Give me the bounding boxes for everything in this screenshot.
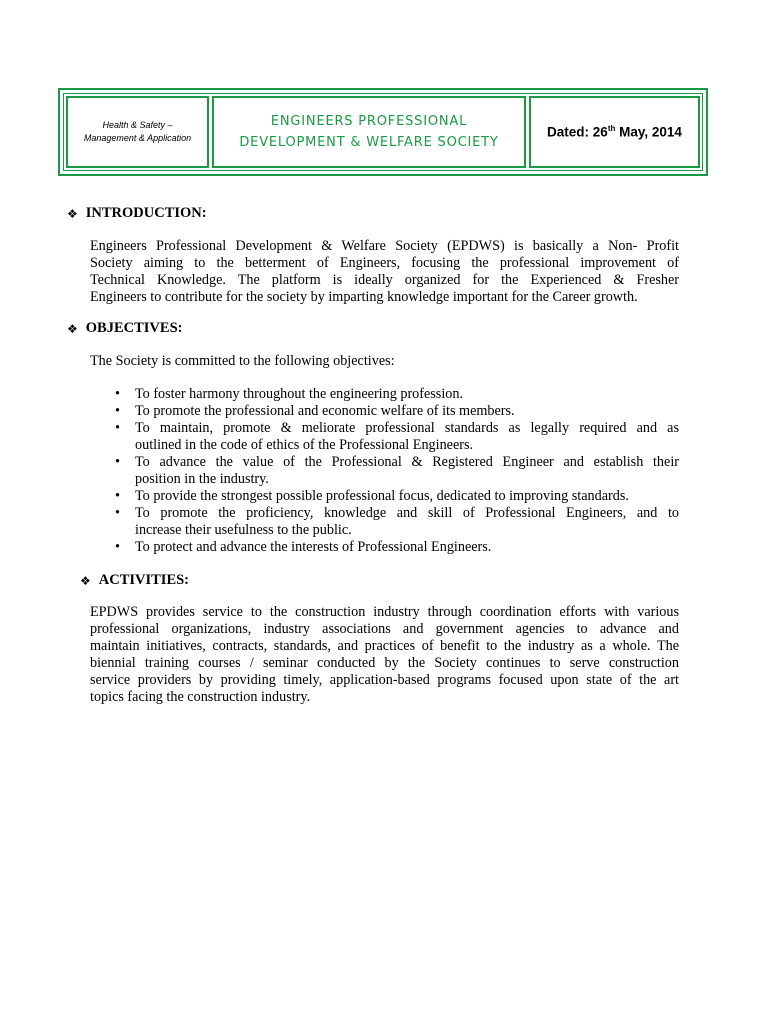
list-item-line: position in the industry. <box>135 471 269 487</box>
activities-line: biennial training courses / seminar conducted by the Society continues to serve construction <box>90 655 679 671</box>
list-item <box>90 488 679 505</box>
objectives-intro-text: The Society is committed to the following objectives: <box>90 353 395 369</box>
activities-line: EPDWS provides service to the construction industry through coordination efforts with various <box>90 604 679 620</box>
introduction-paragraph <box>90 238 679 306</box>
header-title-line1: ENGINEERS PROFESSIONAL <box>270 114 468 129</box>
activities-line: service providers by providing timely, application-based programs focused upon state of the art <box>90 672 679 688</box>
date-superscript: th <box>607 124 616 134</box>
diamond-bullet-icon: ❖ <box>67 321 78 336</box>
header-subject-line2: Management & Application <box>83 133 192 143</box>
header-date-cell <box>529 96 700 168</box>
list-item <box>90 454 679 488</box>
list-item <box>90 505 679 539</box>
introduction-heading-text: INTRODUCTION: <box>85 205 207 221</box>
activities-line: topics facing the construction industry. <box>90 689 311 705</box>
list-item <box>90 403 679 420</box>
activities-paragraph <box>90 604 679 706</box>
header-subject-cell <box>66 96 209 168</box>
objectives-intro <box>90 353 679 370</box>
list-item-line: • To maintain, promote & meliorate professional standards as legally required and as <box>135 420 679 436</box>
date-suffix: May, 2014 <box>615 124 682 140</box>
objectives-heading <box>67 320 182 337</box>
activities-heading-text: ACTIVITIES: <box>98 572 190 588</box>
objectives-heading-text: OBJECTIVES: <box>85 320 183 336</box>
list-item-line: • To advance the value of the Professional & Registered Engineer and establish their <box>135 454 679 470</box>
introduction-line: Technical Knowledge. The platform is ideally organized for the Experienced & Fresher <box>90 272 679 288</box>
introduction-line: Society aiming to the betterment of Engineers, focusing the professional improvement of <box>90 255 679 271</box>
introduction-line: Engineers to contribute for the society by imparting knowledge important for the Career growth. <box>90 289 638 305</box>
introduction-heading <box>67 205 207 222</box>
list-item-line: • To provide the strongest possible professional focus, dedicated to improving standards. <box>135 488 629 504</box>
header-date <box>547 124 682 140</box>
list-item-line: • To protect and advance the interests of Professional Engineers. <box>135 539 492 555</box>
objectives-list <box>90 386 679 556</box>
header-title-cell <box>212 96 526 168</box>
activities-line: maintain initiatives, contracts, standards, and practices of benefit to the industry as a whole. The <box>90 638 679 654</box>
activities-line: professional organizations, industry associations and government agencies to advance and <box>90 621 679 637</box>
list-item-line: outlined in the code of ethics of the Professional Engineers. <box>135 437 474 453</box>
header-subject-line1: Health & Safety – <box>102 120 173 130</box>
diamond-bullet-icon: ❖ <box>80 573 91 588</box>
introduction-line: Engineers Professional Development & Welfare Society (EPDWS) is basically a Non- Profit <box>90 238 679 254</box>
list-item <box>90 386 679 403</box>
header-title-line2: DEVELOPMENT & WELFARE SOCIETY <box>239 135 499 150</box>
list-item-line: • To foster harmony throughout the engineering profession. <box>135 386 464 402</box>
list-item <box>90 420 679 454</box>
diamond-bullet-icon: ❖ <box>67 206 78 221</box>
date-prefix: Dated: 26 <box>547 124 608 140</box>
activities-heading <box>80 572 189 589</box>
list-item-line: increase their usefulness to the public. <box>135 522 352 538</box>
header-box <box>58 88 708 176</box>
list-item-line: • To promote the proficiency, knowledge and skill of Professional Engineers, and to <box>135 505 679 521</box>
list-item-line: • To promote the professional and economic welfare of its members. <box>135 403 515 419</box>
list-item <box>90 539 679 556</box>
header-inner-frame <box>63 93 703 171</box>
